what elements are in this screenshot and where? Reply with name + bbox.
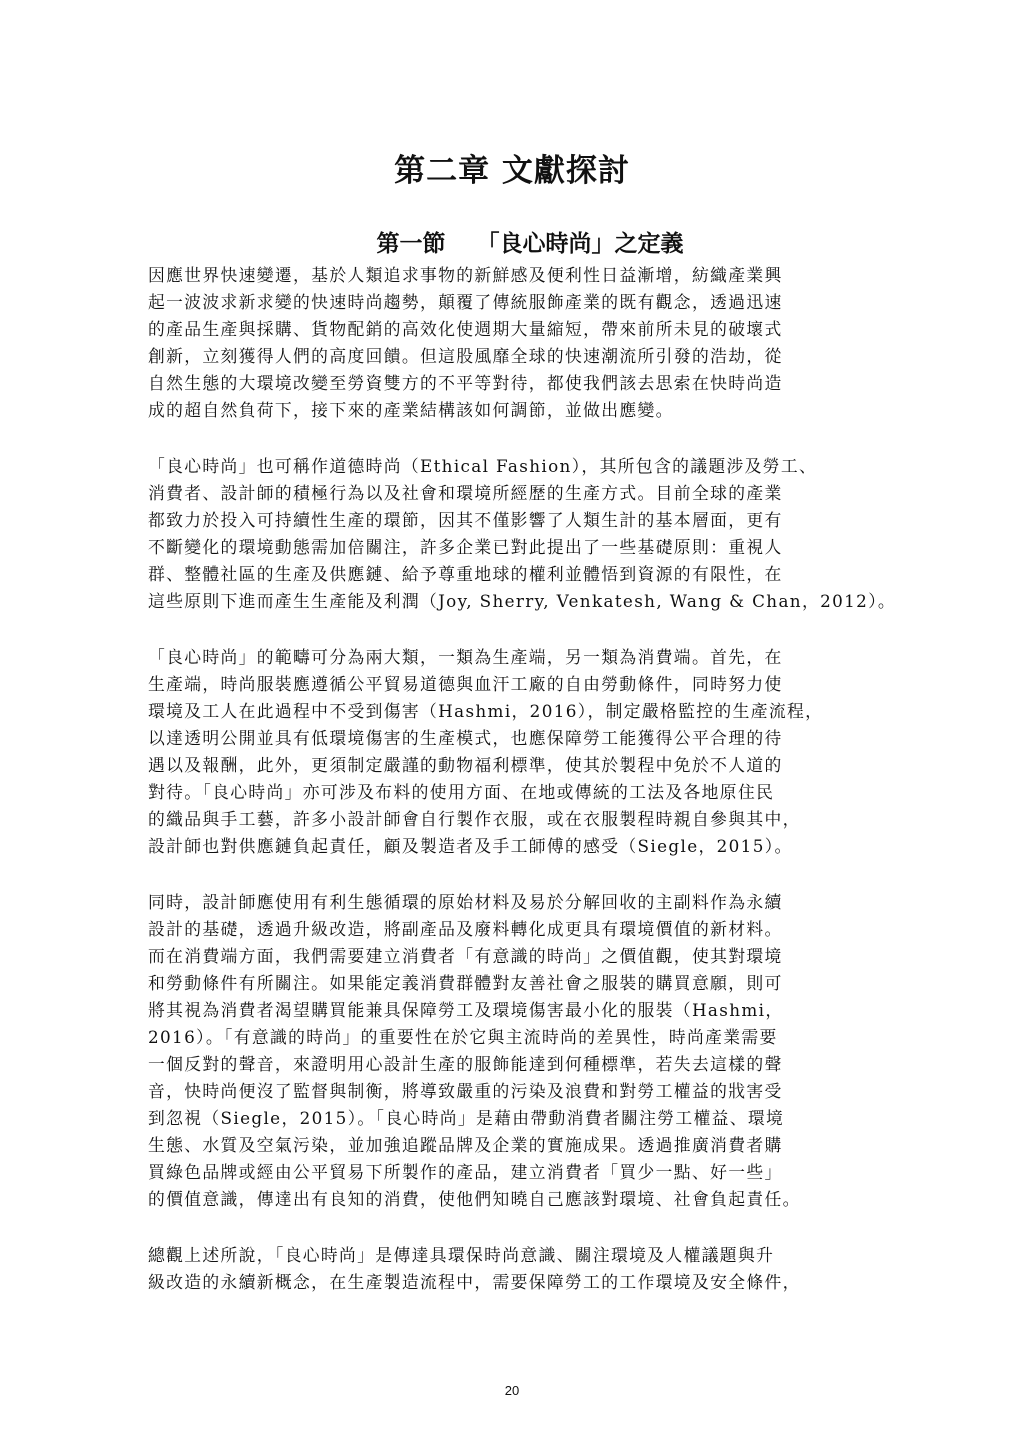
text-line: 同時，設計師應使用有利生態循環的原始材料及易於分解回收的主副料作為永續 <box>148 892 783 912</box>
text-line: 設計師也對供應鏈負起責任，顧及製造者及手工師傅的感受（Siegle，2015）。 <box>148 836 793 856</box>
text-line: 對待。「良心時尚」亦可涉及布料的使用方面、在地或傳統的工法及各地原住民 <box>148 782 775 802</box>
paragraph-5 <box>148 1242 908 1296</box>
section-title: 第一節 「良心時尚」之定義 <box>376 231 684 257</box>
paragraph-1 <box>148 262 908 424</box>
paragraph-4 <box>148 889 908 1213</box>
text-line: 和勞動條件有所關注。如果能定義消費群體對友善社會之服裝的購買意願，則可 <box>148 973 783 993</box>
page-number: 20 <box>504 1383 520 1398</box>
chapter-title: 第二章 文獻探討 <box>394 153 630 189</box>
paragraph-3 <box>148 644 908 860</box>
paragraph-2 <box>148 453 908 615</box>
text-line: 而在消費端方面，我們需要建立消費者「有意識的時尚」之價值觀，使其對環境 <box>148 946 783 966</box>
text-line: 總觀上述所說，「良心時尚」是傳達具環保時尚意識、關注環境及人權議題與升 <box>148 1245 775 1265</box>
text-line: 遇以及報酬，此外，更須制定嚴謹的動物福利標準，使其於製程中免於不人道的 <box>148 755 783 775</box>
text-line: 設計的基礎，透過升級改造，將副產品及廢料轉化成更具有環境價值的新材料。 <box>148 919 783 939</box>
text-line: 「良心時尚」也可稱作道德時尚（Ethical Fashion），其所包含的議題涉及勞工、 <box>148 456 818 476</box>
text-line: 環境及工人在此過程中不受到傷害（Hashmi，2016），制定嚴格監控的生產流程， <box>148 701 824 721</box>
text-line: 這些原則下進而產生生產能及利潤（Joy, Sherry, Venkatesh, Wang & Chan，2012）。 <box>148 591 897 611</box>
text-line: 的價值意識，傳達出有良知的消費，使他們知曉自己應該對環境、社會負起責任。 <box>148 1189 801 1209</box>
text-line: 生產端，時尚服裝應遵循公平貿易道德與血汗工廠的自由勞動條件，同時努力使 <box>148 674 783 694</box>
text-line: 不斷變化的環境動態需加倍關注，許多企業已對此提出了一些基礎原則：重視人 <box>148 537 783 557</box>
text-line: 級改造的永續新概念，在生產製造流程中，需要保障勞工的工作環境及安全條件， <box>148 1272 801 1292</box>
text-line: 的織品與手工藝，許多小設計師會自行製作衣服，或在衣服製程時親自參與其中， <box>148 809 801 829</box>
text-line: 買綠色品牌或經由公平貿易下所製作的產品，建立消費者「買少一點、好一些」 <box>148 1162 783 1182</box>
text-line: 生態、水質及空氣污染，並加強追蹤品牌及企業的實施成果。透過推廣消費者購 <box>148 1135 783 1155</box>
text-line: 群、整體社區的生產及供應鏈、給予尊重地球的權利並體悟到資源的有限性，在 <box>148 564 783 584</box>
text-line: 將其視為消費者渴望購買能兼具保障勞工及環境傷害最小化的服裝（Hashmi， <box>148 1000 784 1020</box>
text-line: 的產品生產與採購、貨物配銷的高效化使週期大量縮短，帶來前所未見的破壞式 <box>148 319 783 339</box>
text-line: 消費者、設計師的積極行為以及社會和環境所經歷的生產方式。目前全球的產業 <box>148 483 783 503</box>
text-line: 起一波波求新求變的快速時尚趨勢，顛覆了傳統服飾產業的既有觀念，透過迅速 <box>148 292 783 312</box>
text-line: 成的超自然負荷下，接下來的產業結構該如何調節，並做出應變。 <box>148 400 674 420</box>
text-line: 以達透明公開並具有低環境傷害的生產模式，也應保障勞工能獲得公平合理的待 <box>148 728 783 748</box>
text-line: 音，快時尚便沒了監督與制衡，將導致嚴重的污染及浪費和對勞工權益的戕害受 <box>148 1081 783 1101</box>
text-line: 一個反對的聲音，來證明用心設計生產的服飾能達到何種標準，若失去這樣的聲 <box>148 1054 783 1074</box>
body-text <box>148 262 908 1325</box>
text-line: 到忽視（Siegle，2015）。「良心時尚」是藉由帶動消費者關注勞工權益、環境 <box>148 1108 785 1128</box>
text-line: 自然生態的大環境改變至勞資雙方的不平等對待，都使我們該去思索在快時尚造 <box>148 373 783 393</box>
text-line: 2016）。「有意識的時尚」的重要性在於它與主流時尚的差異性，時尚產業需要 <box>148 1027 778 1047</box>
text-line: 「良心時尚」的範疇可分為兩大類，一類為生產端，另一類為消費端。首先，在 <box>148 647 783 667</box>
text-line: 創新，立刻獲得人們的高度回饋。但這股風靡全球的快速潮流所引發的浩劫，從 <box>148 346 783 366</box>
text-line: 都致力於投入可持續性生產的環節，因其不僅影響了人類生計的基本層面，更有 <box>148 510 783 530</box>
text-line: 因應世界快速變遷，基於人類追求事物的新鮮感及便利性日益漸增，紡織產業興 <box>148 265 783 285</box>
